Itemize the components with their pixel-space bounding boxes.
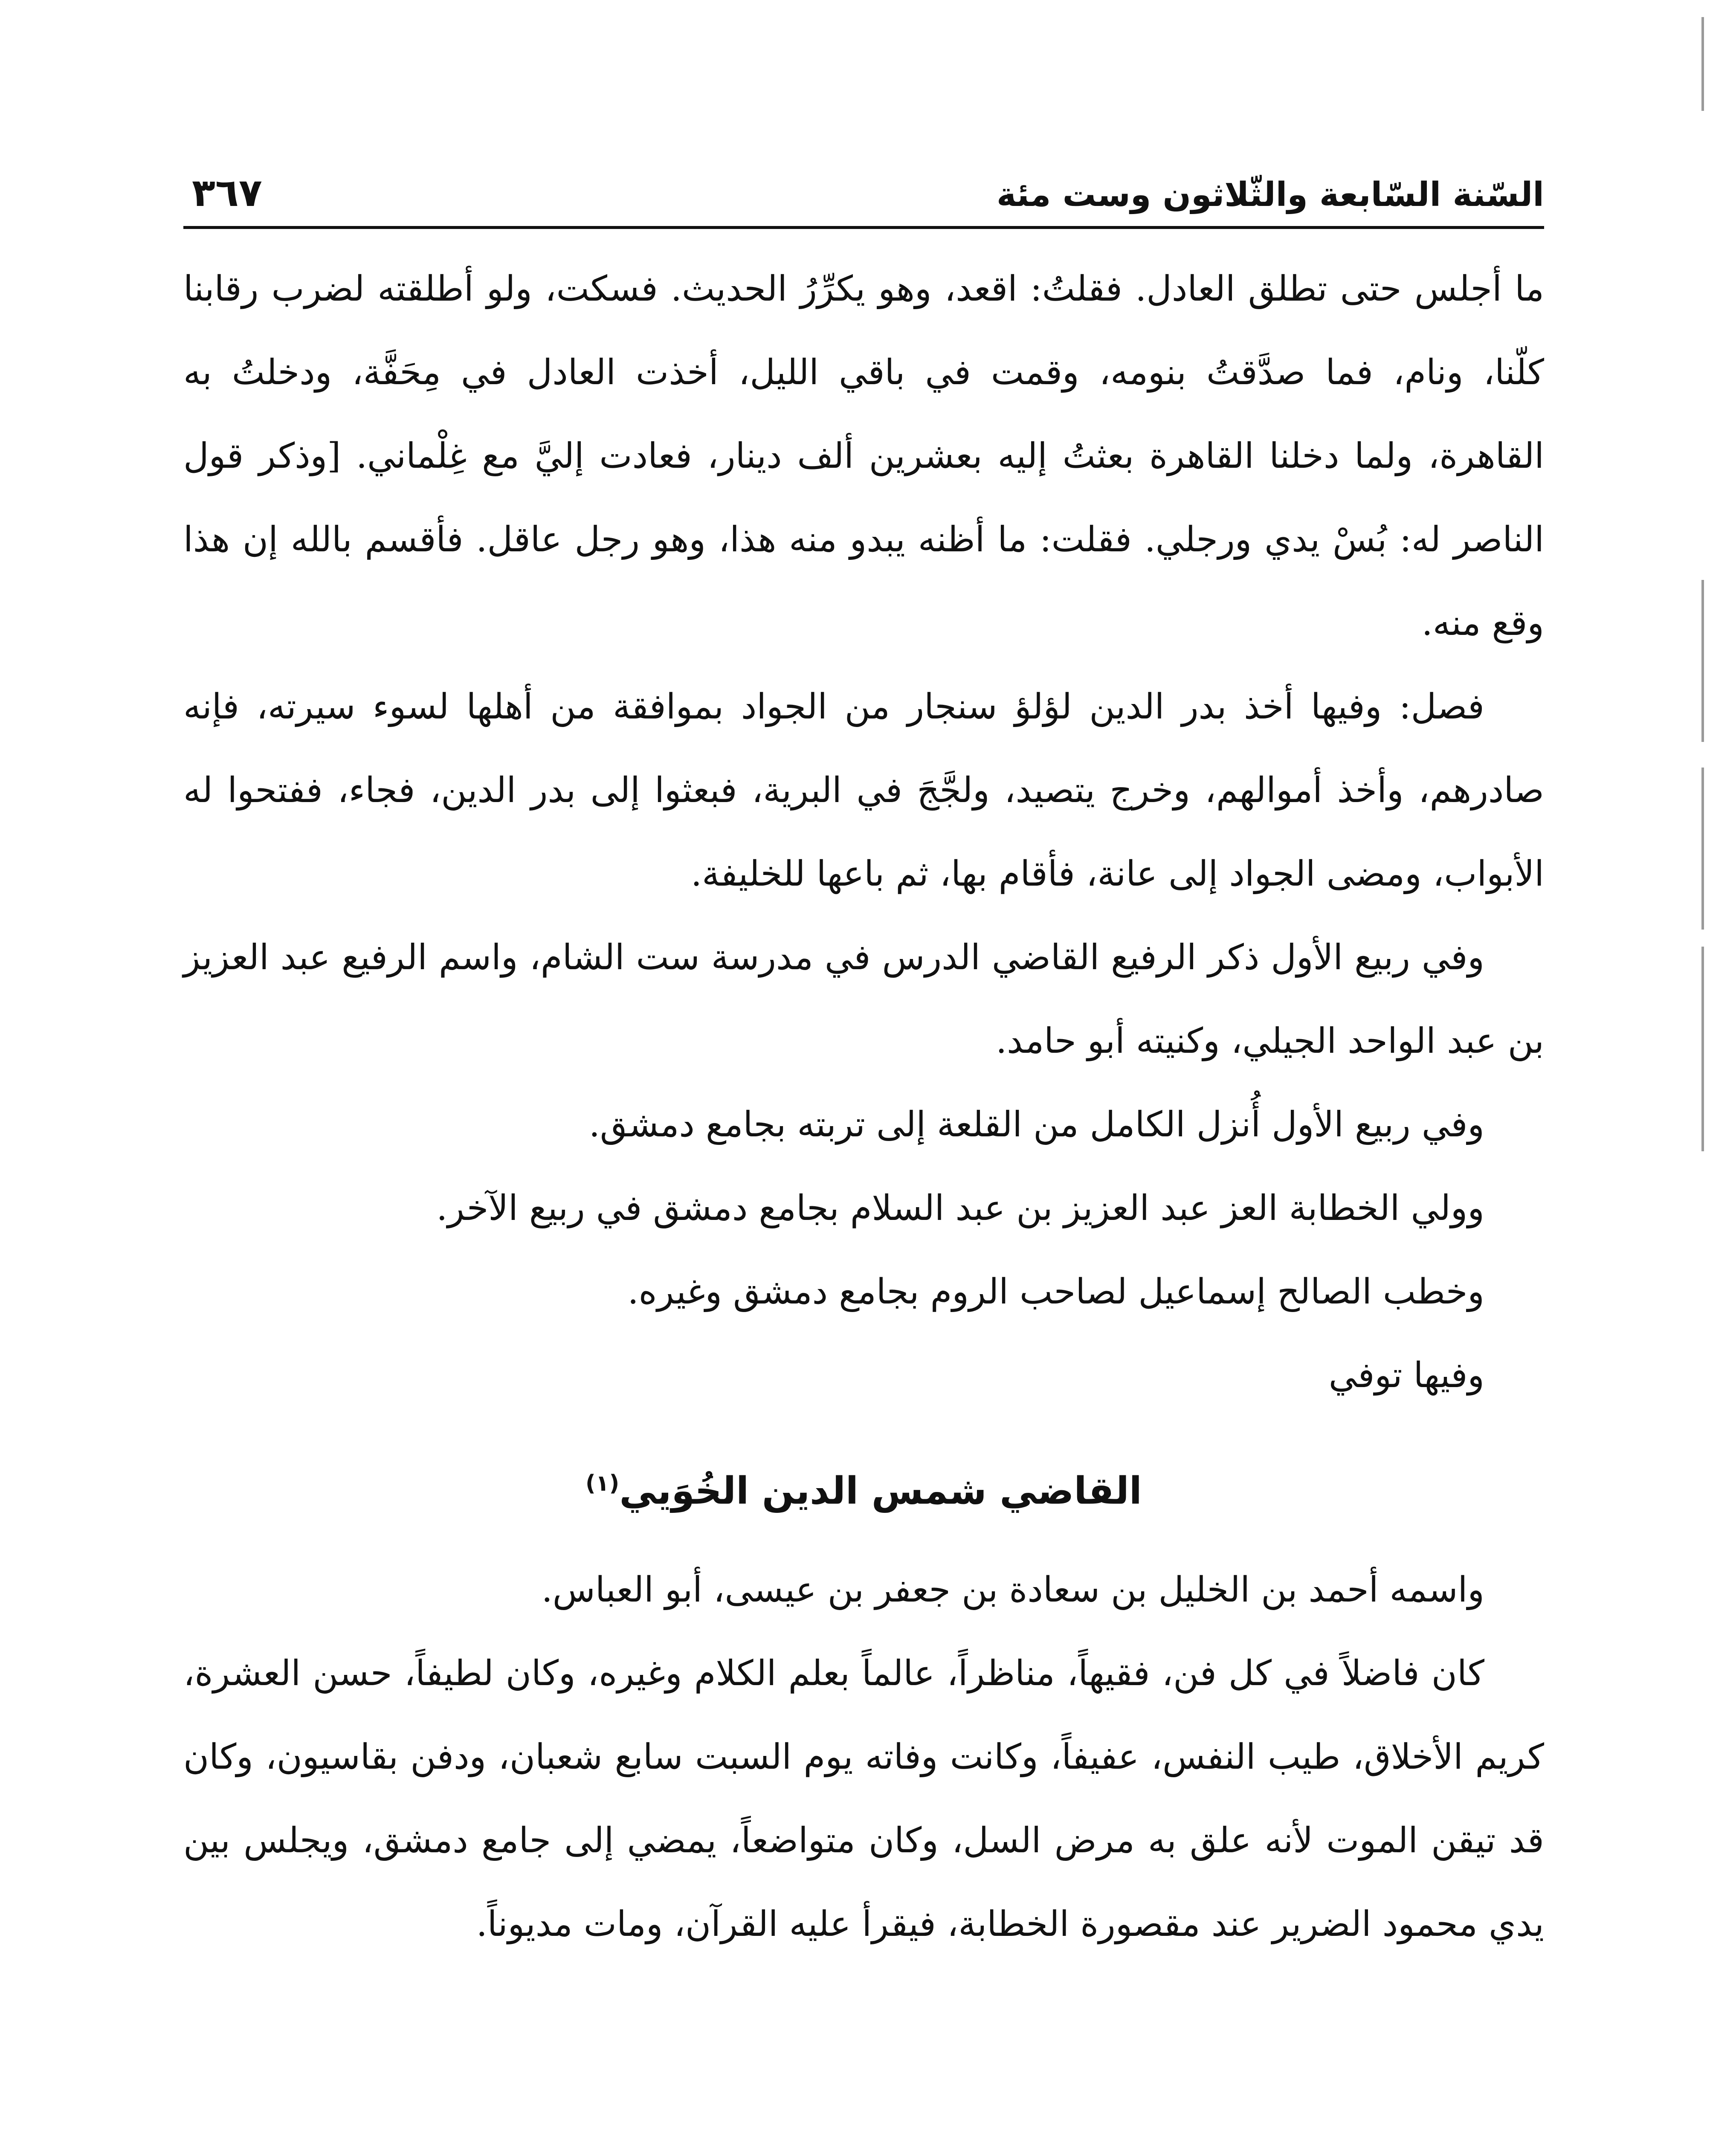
page-header (183, 145, 1544, 229)
running-title: السّنة السّابعة والثّلاثون وست مئة (997, 176, 1544, 214)
biography-paragraph: واسمه أحمد بن الخليل بن سعادة بن جعفر بن عيسى، أبو العباس. (541, 1570, 1484, 1611)
paragraph: ما أجلس حتى تطلق العادل. فقلتُ: اقعد، وهو يكرِّرُ الحديث. فسكت، ولو أطلقته لضرب رقابنا كلّنا، ونام، فما صدَّقتُ بنومه، وقمت في باقي الليل، أخذت العادل في مِحَفَّة، ودخلتُ به القاهرة، ولما دخلنا القاهرة بعثتُ إليه بعشرين ألف دينار، فعادت إليَّ مع غِلْماني. [وذكر قول الناصر له: بُسْ يدي ورجلي. فقلت: ما أظنه يبدو منه هذا، وهو رجل عاقل. فأقسم بالله إن هذا وقع منه. (183, 269, 1544, 643)
footnote-marker: (١) (585, 1471, 620, 1496)
main-text (183, 247, 1544, 1966)
paragraph: وخطب الصالح إسماعيل لصاحب الروم بجامع دمشق وغيره. (627, 1272, 1484, 1312)
page-number: ٣٦٧ (192, 171, 262, 215)
paragraph: فصل: وفيها أخذ بدر الدين لؤلؤ سنجار من الجواد بموافقة من أهلها لسوء سيرته، فإنه صادرهم، وأخذ أموالهم، وخرج يتصيد، ولجَّجَ في البرية، فبعثوا إلى بدر الدين، فجاء، ففتحوا له الأبواب، ومضى الجواد إلى عانة، فأقام بها، ثم باعها للخليفة. (183, 687, 1544, 894)
margin-mark (1701, 768, 1704, 930)
margin-mark (1701, 580, 1704, 742)
biography-paragraph: كان فاضلاً في كل فن، فقيهاً، مناظراً، عالماً بعلم الكلام وغيره، وكان لطيفاً، حسن العشرة، كريم الأخلاق، طيب النفس، عفيفاً، وكانت وفاته يوم السبت سابع شعبان، ودفن بقاسيون، وكان قد تيقن الموت لأنه علق به مرض السل، وكان متواضعاً، يمضي إلى جامع دمشق، ويجلس بين يدي محمود الضرير عند مقصورة الخطابة، فيقرأ عليه القرآن، ومات مديوناً. (183, 1653, 1544, 1945)
biography-heading-text: القاضي شمس الدين الخُوَيي (619, 1469, 1142, 1513)
paragraph: وفيها توفي (1328, 1355, 1484, 1396)
margin-mark (1701, 17, 1704, 111)
paragraph: وفي ربيع الأول أُنزل الكامل من القلعة إلى تربته بجامع دمشق. (588, 1104, 1484, 1145)
biography-heading (183, 1430, 1544, 1544)
margin-mark (1701, 947, 1704, 1151)
paragraph: وفي ربيع الأول ذكر الرفيع القاضي الدرس في مدرسة ست الشام، واسم الرفيع عبد العزيز بن عبد الواحد الجيلي، وكنيته أبو حامد. (183, 937, 1544, 1061)
paragraph: وولي الخطابة العز عبد العزيز بن عبد السلام بجامع دمشق في ربيع الآخر. (436, 1188, 1484, 1228)
